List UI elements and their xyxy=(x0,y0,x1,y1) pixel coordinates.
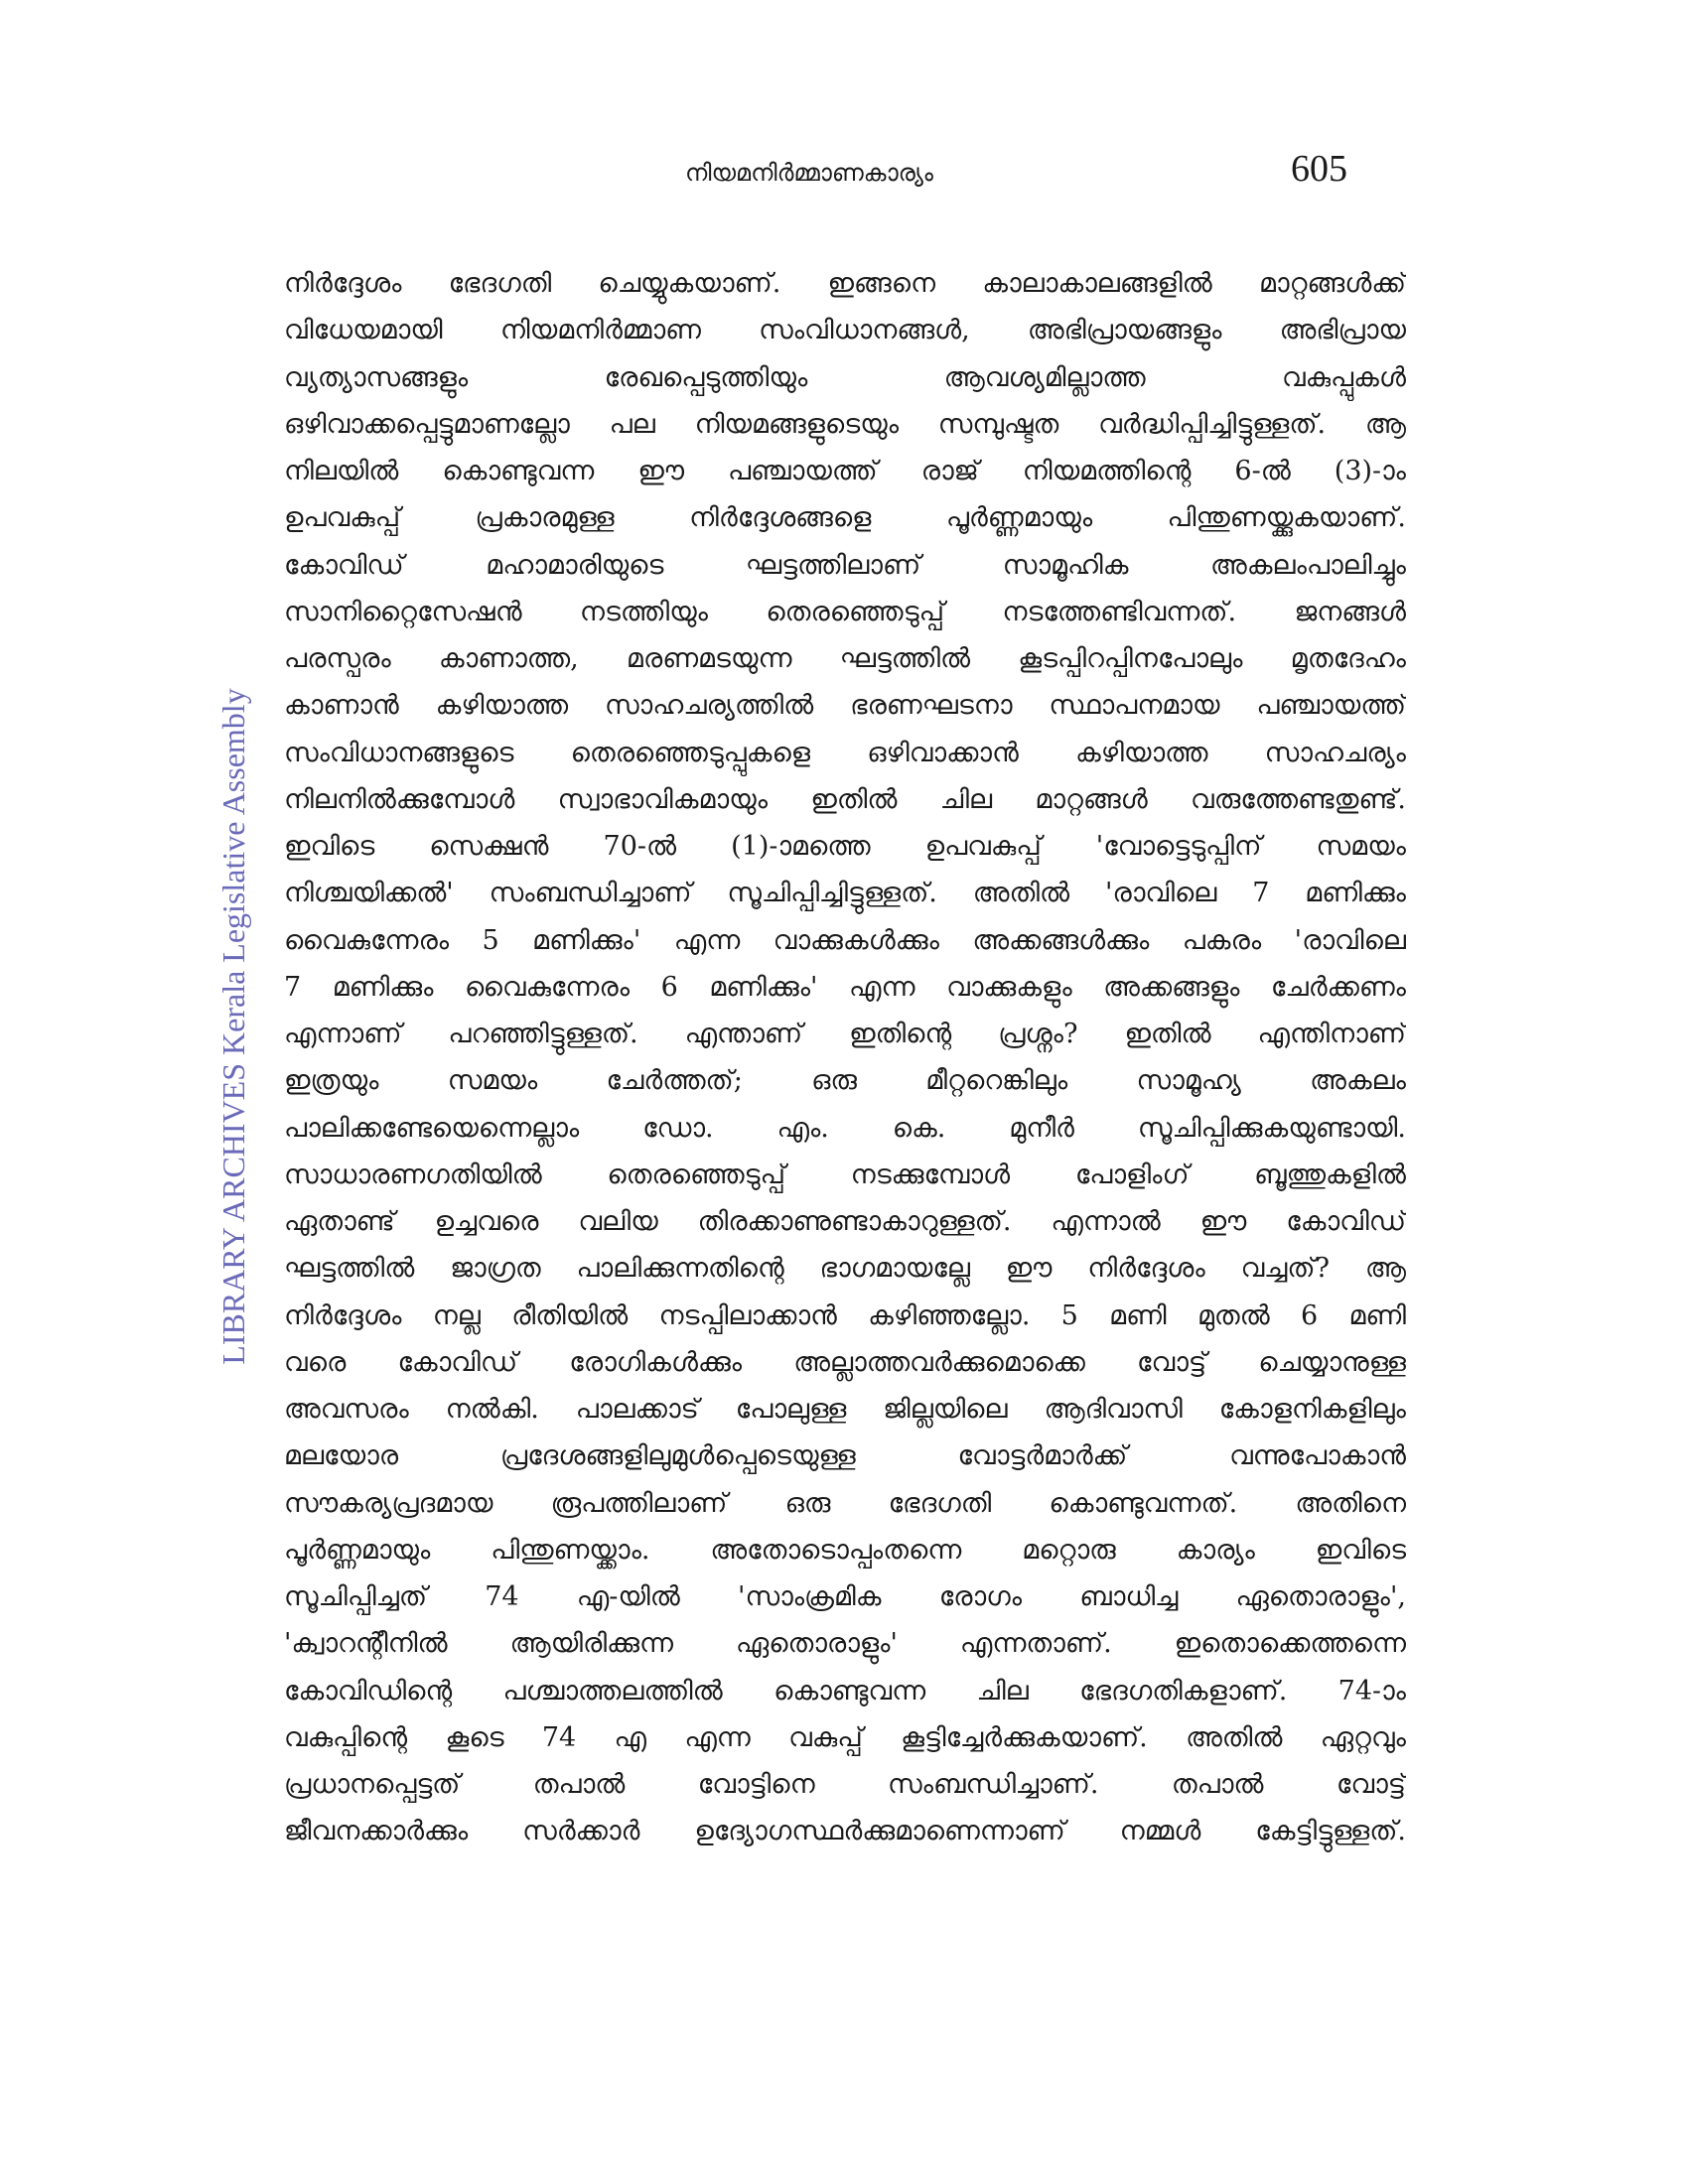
text-line: മലയോര പ്രദേശങ്ങളിലുമുൾപ്പെടെയുള്ള വോട്ടർമാർക്ക് വന്നുപോകാൻ xyxy=(284,1440,1406,1472)
text-line: സൗകര്യപ്രദമായ രൂപത്തിലാണ് ഒരു ഭേദഗതി കൊണ്ടുവന്നത്. അതിനെ xyxy=(284,1487,1406,1519)
text-line: പ്രധാനപ്പെട്ടത് തപാൽ വോട്ടിനെ സംബന്ധിച്ചാണ്. തപാൽ വോട്ട് xyxy=(284,1769,1406,1800)
text-line: നിർദ്ദേശം ഭേദഗതി ചെയ്യുകയാണ്. ഇങ്ങനെ കാലാകാലങ്ങളിൽ മാറ്റങ്ങൾക്ക് xyxy=(284,268,1406,299)
text-line: വകുപ്പിന്റെ കൂടെ 74 എ എന്ന വകുപ്പ് കൂട്ടിച്ചേർക്കുകയാണ്. അതിൽ ഏറ്റവും xyxy=(284,1721,1406,1753)
text-line: ജീവനക്കാർക്കും സർക്കാർ ഉദ്യോഗസ്ഥർക്കുമാണെന്നാണ് നമ്മൾ കേട്ടിട്ടുള്ളത്. xyxy=(284,1816,1406,1847)
text-line: സംവിധാനങ്ങളുടെ തെരഞ്ഞെടുപ്പുകളെ ഒഴിവാക്കാൻ കഴിയാത്ത സാഹചര്യം xyxy=(284,737,1406,768)
header-title: നിയമനിർമ്മാണകാര്യം xyxy=(685,159,933,187)
text-line: നിശ്ചയിക്കൽ' സംബന്ധിച്ചാണ് സൂചിപ്പിച്ചിട്ടുള്ളത്. അതിൽ 'രാവിലെ 7 മണിക്കും xyxy=(284,878,1406,909)
text-line: ഘട്ടത്തിൽ ജാഗ്രത പാലിക്കുന്നതിന്റെ ഭാഗമായല്ലേ ഈ നിർദ്ദേശം വച്ചത്? ആ xyxy=(284,1253,1406,1285)
text-line: വിധേയമായി നിയമനിർമ്മാണ സംവിധാനങ്ങൾ, അഭിപ്രായങ്ങളും അഭിപ്രായ xyxy=(284,315,1406,346)
text-line: അവസരം നൽകി. പാലക്കാട് പോലുള്ള ജില്ലയിലെ ആദിവാസി കോളനികളിലും xyxy=(284,1394,1406,1425)
text-line: ഏതാണ്ട് ഉച്ചവരെ വലിയ തിരക്കാണുണ്ടാകാറുള്ളത്. എന്നാൽ ഈ കോവിഡ് xyxy=(284,1206,1406,1237)
text-line: വ്യത്യാസങ്ങളും രേഖപ്പെടുത്തിയും ആവശ്യമില്ലാത്ത വകുപ്പുകൾ xyxy=(284,361,1406,393)
text-line: കോവിഡിന്റെ പശ്ചാത്തലത്തിൽ കൊണ്ടുവന്ന ചില ഭേദഗതികളാണ്. 74-ാം xyxy=(284,1675,1406,1706)
text-line: കോവിഡ് മഹാമാരിയുടെ ഘട്ടത്തിലാണ് സാമൂഹിക അകലംപാലിച്ചും xyxy=(284,549,1406,581)
text-line: പൂർണ്ണമായും പിന്തുണയ്ക്കാം. അതോടൊപ്പംതന്നെ മറ്റൊരു കാര്യം ഇവിടെ xyxy=(284,1534,1406,1566)
text-line: വരെ കോവിഡ് രോഗികൾക്കും അല്ലാത്തവർക്കുമൊക്കെ വോട്ട് ചെയ്യാനുള്ള xyxy=(284,1346,1406,1378)
text-line: ഉപവകുപ്പ് പ്രകാരമുള്ള നിർദ്ദേശങ്ങളെ പൂർണ്ണമായും പിന്തുണയ്ക്കുകയാണ്. xyxy=(284,502,1406,534)
text-line: നിലയിൽ കൊണ്ടുവന്ന ഈ പഞ്ചായത്ത് രാജ് നിയമത്തിന്റെ 6-ൽ (3)-ാം xyxy=(284,456,1406,486)
text-line: ഇത്രയും സമയം ചേർത്തത്; ഒരു മീറ്ററെങ്കിലും സാമൂഹ്യ അകലം xyxy=(284,1065,1406,1097)
text-line: നിലനിൽക്കുമ്പോൾ സ്വാഭാവികമായും ഇതിൽ ചില മാറ്റങ്ങൾ വരുത്തേണ്ടതുണ്ട്. xyxy=(284,783,1406,815)
text-line: ഒഴിവാക്കപ്പെട്ടുമാണല്ലോ പല നിയമങ്ങളുടെയും സമ്പുഷ്ടത വർദ്ധിപ്പിച്ചിട്ടുള്ളത്. ആ xyxy=(284,408,1406,440)
text-line: പാലിക്കണ്ടേയെന്നെല്ലാം ഡോ. എം. കെ. മുനീർ സൂചിപ്പിക്കുകയുണ്ടായി. xyxy=(284,1112,1406,1144)
text-line: സാധാരണഗതിയിൽ തെരഞ്ഞെടുപ്പ് നടക്കുമ്പോൾ പോളിംഗ് ബൂത്തുകളിൽ xyxy=(284,1159,1406,1190)
page-number: 605 xyxy=(1291,148,1347,190)
text-line: ഇവിടെ സെക്ഷൻ 70-ൽ (1)-ാമത്തെ ഉപവകുപ്പ് 'വോട്ടെടുപ്പിന് സമയം xyxy=(284,831,1406,862)
text-line: നിർദ്ദേശം നല്ല രീതിയിൽ നടപ്പിലാക്കാൻ കഴിഞ്ഞല്ലോ. 5 മണി മുതൽ 6 മണി xyxy=(284,1299,1406,1331)
text-line: കാണാൻ കഴിയാത്ത സാഹചര്യത്തിൽ ഭരണഘടനാ സ്ഥാപനമായ പഞ്ചായത്ത് xyxy=(284,690,1406,722)
body-paragraph xyxy=(284,260,1406,1855)
text-line: സാനിറ്റൈസേഷൻ നടത്തിയും തെരഞ്ഞെടുപ്പ് നടത്തേണ്ടിവന്നത്. ജനങ്ങൾ xyxy=(284,596,1406,627)
text-line: 'ക്വാറന്റീനിൽ ആയിരിക്കുന്ന ഏതൊരാളും' എന്നതാണ്. ഇതൊക്കെത്തന്നെ xyxy=(284,1628,1406,1660)
text-line: 7 മണിക്കും വൈകുന്നേരം 6 മണിക്കും' എന്ന വാക്കുകളും അക്കങ്ങളും ചേർക്കണം xyxy=(284,971,1406,1003)
text-line: സൂചിപ്പിച്ചത് 74 എ-യിൽ 'സാംക്രമിക രോഗം ബാധിച്ച ഏതൊരാളും', xyxy=(284,1581,1406,1612)
library-watermark: LIBRARY ARCHIVES Kerala Legislative Assembly xyxy=(215,688,251,1365)
text-line: പരസ്പരം കാണാത്ത, മരണമടയുന്ന ഘട്ടത്തിൽ കൂടപ്പിറപ്പിനപോലും മൃതദേഹം xyxy=(284,643,1406,674)
text-line: എന്നാണ് പറഞ്ഞിട്ടുള്ളത്. എന്താണ് ഇതിന്റെ പ്രശ്നം? ഇതിൽ എന്തിനാണ് xyxy=(284,1019,1406,1049)
text-line: വൈകുന്നേരം 5 മണിക്കും' എന്ന വാക്കുകൾക്കും അക്കങ്ങൾക്കും പകരം 'രാവിലെ xyxy=(284,924,1406,956)
